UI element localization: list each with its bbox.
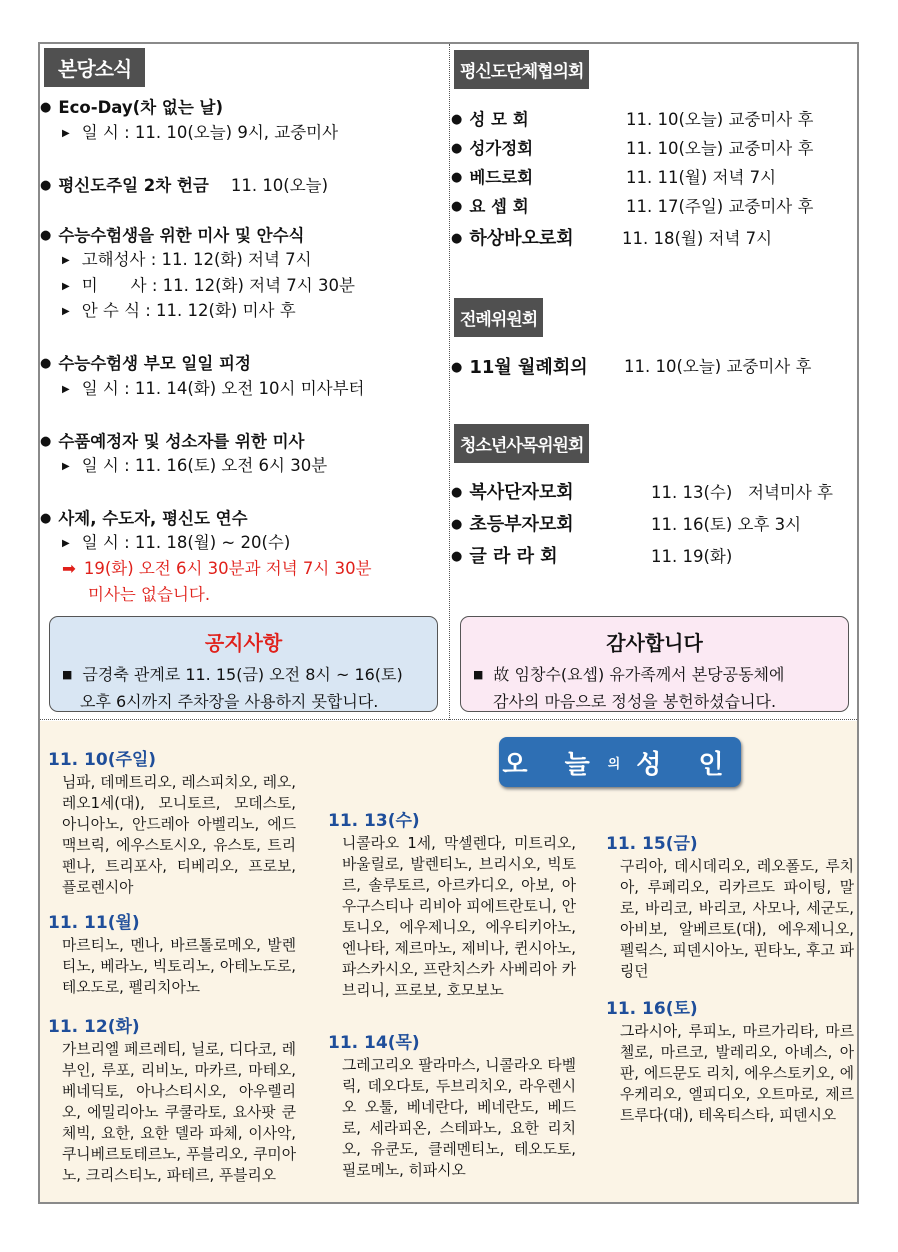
bondang-header: 본당소식 [44, 48, 145, 87]
saint-day: 11. 11(월) 마르티노, 멘나, 바르톨로메오, 발렌티노, 베라노, 빅토리노, 아테노도로, 테오도로, 펠리치아노 [48, 913, 296, 996]
council-when: 11. 10(오늘) 교중미사 후 [626, 110, 814, 129]
bullet-icon: ● [451, 517, 463, 532]
ordain-detail: ▶ 일 시 : 11. 16(토) 오전 6시 30분 [62, 456, 328, 475]
bullet-icon: ● [451, 141, 463, 156]
parent-item: ● 수능수험생 부모 일일 피정 [40, 354, 251, 373]
retreat-note: ➡ 19(화) 오전 6시 30분과 저녁 7시 30분 [62, 559, 372, 578]
bullet-icon: ● [40, 434, 52, 449]
bullet-icon: ● [40, 511, 52, 526]
youth-when: 11. 19(화) [651, 547, 733, 566]
triangle-icon: ▶ [62, 538, 70, 549]
bullet-icon: ● [451, 112, 463, 127]
exam-item: ● 수능수험생을 위한 미사 및 안수식 [40, 226, 305, 245]
council-when: 11. 10(오늘) 교중미사 후 [626, 139, 814, 158]
council-row: ● 베드로회 [451, 168, 534, 187]
laity-item: ● 평신도주일 2차 헌금 11. 10(오늘) [40, 176, 329, 195]
saints-banner: 오 늘 의 성 인 [499, 737, 741, 787]
youth-row: ● 복사단자모회 [451, 482, 574, 503]
youth-row: ● 글 라 라 회 [451, 546, 558, 567]
notice-text: ■ 금경축 관계로 11. 15(금) 오전 8시 ~ 16(토) 오후 6시까지 주차장을 사용하지 못합니다. [62, 665, 403, 711]
liturgy-header: 전례위원회 [454, 298, 543, 337]
retreat-detail: ▶ 일 시 : 11. 18(월) ~ 20(수) [62, 533, 291, 552]
notice-box [49, 616, 438, 712]
retreat-note-2: 미사는 없습니다. [88, 585, 211, 604]
exam-detail-1: ▶ 고해성사 : 11. 12(화) 저녁 7시 [62, 250, 312, 269]
notice-title: 공지사항 [204, 631, 283, 655]
saint-day: 11. 10(주일) 님파, 데메트리오, 레스피치오, 레오, 레오1세(대), 모니토르, 모데스토, 아니아노, 안드레아 아벨리노, 에드 맥브릭, 에우스토시오, 유스토, 트리펜나, 트리포사, 티베리오, 프로보, 플로렌시아 [48, 750, 296, 896]
bullet-icon: ● [40, 178, 52, 193]
bullet-icon: ● [451, 485, 463, 500]
council-row: ● 하상바오로회 [451, 228, 574, 249]
bullet-icon: ● [451, 170, 463, 185]
triangle-icon: ▶ [62, 384, 70, 395]
thanks-title: 감사합니다 [606, 631, 703, 655]
bullet-icon: ● [451, 231, 463, 246]
triangle-icon: ▶ [62, 281, 70, 292]
bullet-icon: ● [451, 549, 463, 564]
saint-day: 11. 13(수) 니콜라오 1세, 막셀렌다, 미트리오, 바울릴로, 발렌티노, 브리시오, 빅토르, 솔루토르, 아르카디오, 아보, 아우구스티나 리비아 피에트란토니, 안토니오, 에우제니오, 에우티키아노, 엔나타, 제르마노, 제비나, 퀸시아노, 파스카시오, 프란치스카 사베리아 카브리니, 프로보, 호모보노 [328, 811, 576, 999]
ordain-item: ● 수품예정자 및 성소자를 위한 미사 [40, 432, 305, 451]
saint-day: 11. 15(금) 구리아, 데시데리오, 레오폴도, 루치아, 루페리오, 리카르도 파이팅, 말로, 바리코, 바리코, 사모나, 세군도, 아비보, 알베르토(대), 에우제니오, 펠릭스, 피덴시아노, 핀타노, 후고 파링던 [606, 834, 854, 980]
council-when: 11. 17(주일) 교중미사 후 [626, 197, 814, 216]
council-row: ● 성 모 회 [451, 110, 529, 129]
council-when: 11. 11(월) 저녁 7시 [626, 168, 777, 187]
bullet-icon: ● [451, 360, 463, 375]
eco-item: ● Eco-Day(차 없는 날) [40, 98, 223, 117]
triangle-icon: ▶ [62, 306, 70, 317]
saint-day: 11. 16(토) 그라시아, 루피노, 마르가리타, 마르첼로, 마르코, 발레리오, 아녜스, 아판, 에드문도 리치, 에우스토키오, 에우케리오, 엘피디오, 오트마로, 제르트루다(대), 테옥티스타, 피덴시오 [606, 999, 854, 1124]
youth-when: 11. 16(토) 오후 3시 [651, 515, 802, 534]
liturgy-row: ● 11월 월례회의 [451, 357, 588, 378]
parent-detail: ▶ 일 시 : 11. 14(화) 오전 10시 미사부터 [62, 379, 365, 398]
liturgy-when: 11. 10(오늘) 교중미사 후 [624, 357, 812, 376]
retreat-item: ● 사제, 수도자, 평신도 연수 [40, 509, 248, 528]
triangle-icon: ▶ [62, 128, 70, 139]
section-divider [40, 719, 857, 720]
square-bullet-icon: ■ [473, 668, 484, 681]
saint-day: 11. 14(목) 그레고리오 팔라마스, 니콜라오 타벨릭, 데오다토, 두브리치오, 라우렌시오 오툴, 베네란다, 베네란도, 베드로, 세라피온, 스테파노, 요한 리치오, 유쿤도, 클레멘티노, 테오도토, 필로메노, 히파시오 [328, 1033, 576, 1179]
bullet-icon: ● [40, 356, 52, 371]
council-header: 평신도단체협의회 [454, 50, 589, 89]
column-divider [449, 44, 450, 720]
triangle-icon: ▶ [62, 461, 70, 472]
eco-detail: ▶ 일 시 : 11. 10(오늘) 9시, 교중미사 [62, 123, 339, 142]
bullet-icon: ● [451, 199, 463, 214]
arrow-right-icon: ➡ [62, 559, 76, 578]
youth-row: ● 초등부자모회 [451, 514, 574, 535]
council-row: ● 요 셉 회 [451, 197, 529, 216]
thanks-text: ■ 故 임창수(요셉) 유가족께서 본당공동체에 감사의 마음으로 정성을 봉헌하셨습니다. [473, 665, 785, 711]
square-bullet-icon: ■ [62, 668, 73, 681]
exam-detail-2: ▶ 미 사 : 11. 12(화) 저녁 7시 30분 [62, 276, 355, 295]
bullet-icon: ● [40, 228, 52, 243]
youth-when: 11. 13(수) 저녁미사 후 [651, 483, 833, 502]
exam-detail-3: ▶ 안 수 식 : 11. 12(화) 미사 후 [62, 301, 296, 320]
triangle-icon: ▶ [62, 255, 70, 266]
council-row: ● 성가정회 [451, 139, 534, 158]
saint-day: 11. 12(화) 가브리엘 페르레티, 닐로, 디다코, 레부인, 루포, 리비노, 마카르, 마테오, 베네딕토, 아나스티시오, 아우렐리오, 에밀리아노 쿠쿨라토, 요사팟 쿤체빅, 요한, 요한 델라 파체, 이사악, 쿠니베르토테르노, 푸블리오, 쿠미아노, 크리스티노, 파테르, 푸블리오 [48, 1017, 296, 1184]
bullet-icon: ● [40, 100, 52, 115]
youth-header: 청소년사목위원회 [454, 424, 589, 463]
thanks-box [460, 616, 849, 712]
council-when: 11. 18(월) 저녁 7시 [622, 229, 773, 248]
